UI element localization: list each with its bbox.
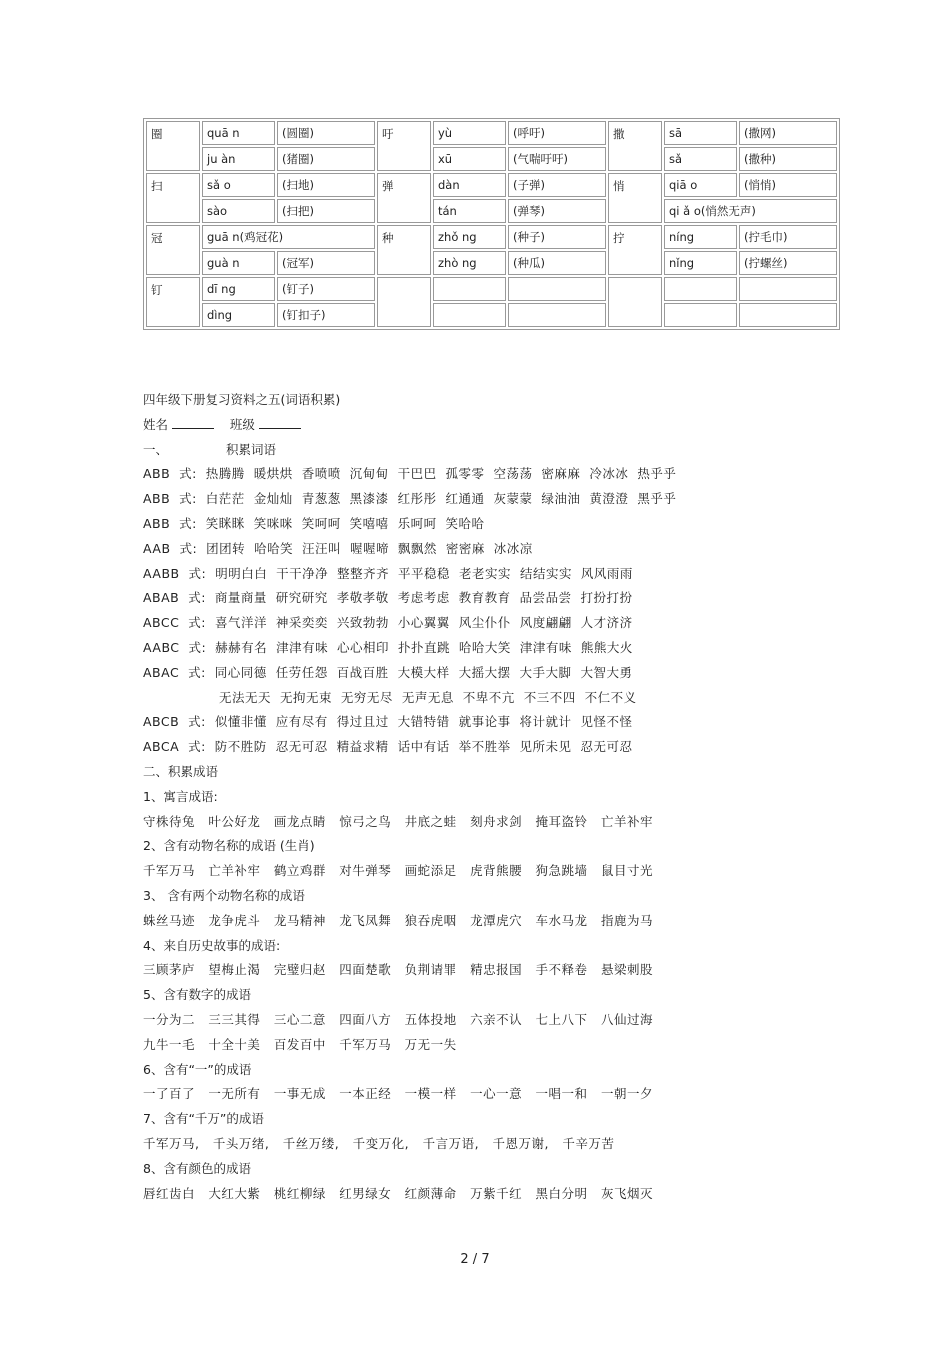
table-row	[146, 225, 837, 249]
idiom-heading: 7、含有“千万”的成语	[143, 1111, 264, 1127]
word-cell: (圆圈)	[277, 121, 375, 145]
name-blank	[172, 416, 214, 429]
poly-char: 拧	[608, 225, 662, 275]
pinyin-cell: sǎ o	[202, 173, 275, 197]
pinyin-cell: tán	[433, 199, 506, 223]
pinyin-cell: dī ng	[202, 277, 275, 301]
pinyin-cell	[433, 277, 506, 301]
word-cell: (悄悄)	[739, 173, 837, 197]
list-item: ABB 式: 笑眯眯 笑咪咪 笑呵呵 笑嘻嘻 乐呵呵 笑哈哈	[143, 515, 485, 531]
pinyin-cell	[433, 303, 506, 327]
pinyin-cell: sā	[664, 121, 737, 145]
pinyin-cell: zhò ng	[433, 251, 506, 275]
idiom-heading: 5、含有数字的成语	[143, 987, 251, 1003]
list-item: 守株待兔 叶公好龙 画龙点睛 惊弓之鸟 井底之蛙 刻舟求剑 掩耳盗铃 亡羊补牢	[143, 813, 653, 829]
list-item: AABB 式: 明明白白 干干净净 整整齐齐 平平稳稳 老老实实 结结实实 风风雨雨	[143, 565, 633, 581]
word-lines	[143, 462, 843, 760]
poly-char: 弹	[377, 173, 431, 223]
pinyin-cell	[664, 303, 737, 327]
list-item: ABB 式: 白茫茫 金灿灿 青葱葱 黑漆漆 红彤彤 红通通 灰蒙蒙 绿油油 黄澄澄 黑乎乎	[143, 491, 677, 507]
list-item: ABCA 式: 防不胜防 忍无可忍 精益求精 话中有话 举不胜举 见所未见 忍无可忍	[143, 739, 633, 755]
word-cell	[739, 277, 837, 301]
pinyin-cell: quā n	[202, 121, 275, 145]
table-row	[146, 199, 837, 223]
poly-char: 种	[377, 225, 431, 275]
idiom-heading: 1、寓言成语:	[143, 788, 218, 804]
word-cell	[508, 277, 606, 301]
poly-char: 钉	[146, 277, 200, 327]
list-item: 千军万马 亡羊补牢 鹤立鸡群 对牛弹琴 画蛇添足 虎背熊腰 狗急跳墙 鼠目寸光	[143, 863, 653, 879]
section-1-number: 一、	[143, 441, 169, 457]
poly-char: 悄	[608, 173, 662, 223]
list-item: 千军万马, 千头万绪, 千丝万缕, 千变万化, 千言万语, 千恩万谢, 千辛万苦	[143, 1135, 615, 1151]
list-item: AAB 式: 团团转 哈哈笑 汪汪叫 喔喔啼 飘飘然 密密麻 冰冰凉	[143, 540, 533, 556]
idiom-heading: 2、含有动物名称的成语 (生肖)	[143, 838, 315, 854]
list-item: ABCC 式: 喜气洋洋 神采奕奕 兴致勃勃 小心翼翼 风尘仆仆 风度翩翩 人才济济	[143, 615, 633, 631]
class-blank	[259, 416, 301, 429]
pinyin-cell: zhǒ ng	[433, 225, 506, 249]
word-cell: (撒网)	[739, 121, 837, 145]
list-item: ABB 式: 热腾腾 暖烘烘 香喷喷 沉甸甸 干巴巴 孤零零 空荡荡 密麻麻 冷冰冰 热乎乎	[143, 466, 677, 482]
word-cell: (弹琴)	[508, 199, 606, 223]
pinyin-cell: nǐng	[664, 251, 737, 275]
word-cell: (种瓜)	[508, 251, 606, 275]
pinyin-cell: guà n	[202, 251, 275, 275]
word-cell: (拧螺丝)	[739, 251, 837, 275]
list-item: ABCB 式: 似懂非懂 应有尽有 得过且过 大错特错 就事论事 将计就计 见怪不怪	[143, 714, 633, 730]
word-cell: (种子)	[508, 225, 606, 249]
pinyin-cell: qiā o	[664, 173, 737, 197]
list-item: 蛛丝马迹 龙争虎斗 龙马精神 龙飞凤舞 狼吞虎咽 龙潭虎穴 车水马龙 指鹿为马	[143, 912, 653, 928]
poly-char: 吁	[377, 121, 431, 171]
section-1-title: 积累词语	[225, 441, 276, 457]
word-cell	[739, 303, 837, 327]
doc-title: 四年级下册复习资料之五(词语积累)	[143, 392, 341, 407]
list-item: ABAC 式: 同心同德 任劳任怨 百战百胜 大模大样 大摇大摆 大手大脚 大智大勇	[143, 664, 633, 680]
pinyin-cell: ju àn	[202, 147, 275, 171]
idiom-groups	[143, 785, 843, 1207]
poly-char	[377, 277, 431, 327]
pinyin-cell: sào	[202, 199, 275, 223]
page-number: 2 / 7	[460, 1252, 490, 1267]
pinyin-cell: dàn	[433, 173, 506, 197]
table-row	[146, 173, 837, 197]
polyphonic-table	[143, 118, 840, 330]
section-1-heading	[143, 438, 843, 463]
pinyin-cell: xū	[433, 147, 506, 171]
pinyin-cell: guā n(鸡冠花)	[202, 225, 375, 249]
list-item: 九牛一毛 十全十美 百发百中 千军万马 万无一失	[143, 1036, 457, 1052]
word-cell: (冠军)	[277, 251, 375, 275]
pinyin-cell: dìng	[202, 303, 275, 327]
idiom-heading: 3、 含有两个动物名称的成语	[143, 887, 305, 903]
idiom-heading: 8、含有颜色的成语	[143, 1160, 251, 1176]
word-cell	[508, 303, 606, 327]
word-cell: (扫地)	[277, 173, 375, 197]
word-cell: (撒种)	[739, 147, 837, 171]
poly-char: 扫	[146, 173, 200, 223]
table-row	[146, 251, 837, 275]
table-row	[146, 303, 837, 327]
poly-char: 撒	[608, 121, 662, 171]
word-cell: (气喘吁吁)	[508, 147, 606, 171]
word-cell: (猪圈)	[277, 147, 375, 171]
idiom-heading: 4、来自历史故事的成语:	[143, 937, 281, 953]
name-class-row	[143, 413, 843, 438]
poly-char: 冠	[146, 225, 200, 275]
table-row	[146, 147, 837, 171]
word-cell: (拧毛巾)	[739, 225, 837, 249]
pinyin-cell: qi ǎ o(悄然无声)	[664, 199, 837, 223]
list-item: 一分为二 三三其得 三心二意 四面八方 五体投地 六亲不认 七上八下 八仙过海	[143, 1011, 653, 1027]
list-item: 三顾茅庐 望梅止渴 完璧归赵 四面楚歌 负荆请罪 精忠报国 手不释卷 悬梁刺股	[143, 962, 653, 978]
word-cell: (呼吁)	[508, 121, 606, 145]
word-cell: (钉扣子)	[277, 303, 375, 327]
word-cell: (钉子)	[277, 277, 375, 301]
vocab-section	[143, 388, 843, 1206]
word-cell: (子弹)	[508, 173, 606, 197]
pinyin-cell: níng	[664, 225, 737, 249]
poly-char	[608, 277, 662, 327]
list-item: 唇红齿白 大红大紫 桃红柳绿 红男绿女 红颜薄命 万紫千红 黑白分明 灰飞烟灭	[143, 1185, 653, 1201]
word-cell: (扫把)	[277, 199, 375, 223]
name-label: 姓名	[143, 416, 169, 432]
poly-char: 圈	[146, 121, 200, 171]
table-row	[146, 277, 837, 301]
class-label: 班级	[229, 416, 255, 432]
list-item: ABAB 式: 商量商量 研究研究 孝敬孝敬 考虑考虑 教育教育 品尝品尝 打扮打扮	[143, 590, 633, 606]
list-item: AABC 式: 赫赫有名 津津有味 心心相印 扑扑直跳 哈哈大笑 津津有味 熊熊大火	[143, 639, 633, 655]
list-item: 一了百了 一无所有 一事无成 一本正经 一模一样 一心一意 一唱一和 一朝一夕	[143, 1086, 653, 1102]
pinyin-cell: yù	[433, 121, 506, 145]
list-item: 无法无天 无拘无束 无穷无尽 无声无息 不卑不亢 不三不四 不仁不义	[219, 689, 637, 705]
pinyin-cell	[664, 277, 737, 301]
section-2-heading: 二、积累成语	[143, 763, 219, 779]
idiom-heading: 6、含有“一”的成语	[143, 1061, 252, 1077]
pinyin-cell: sǎ	[664, 147, 737, 171]
table-row	[146, 121, 837, 145]
